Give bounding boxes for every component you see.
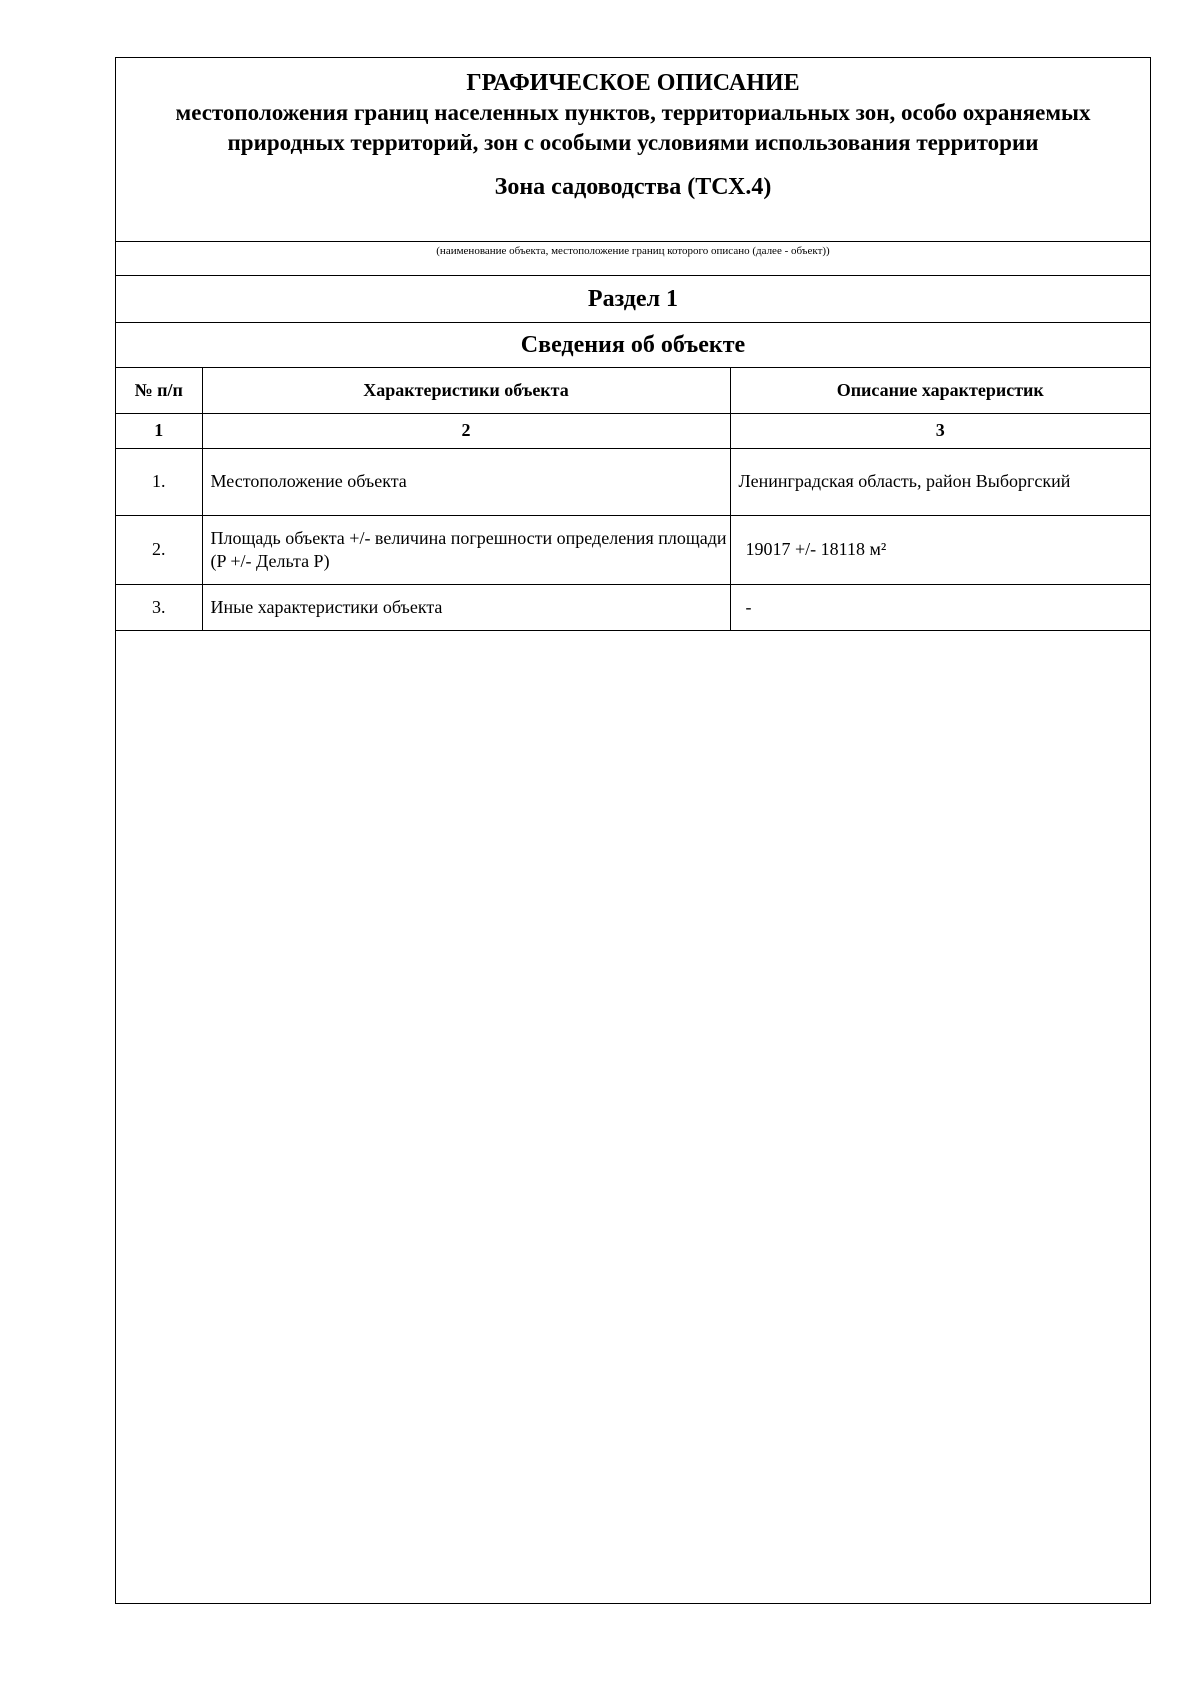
row-num: 1. [116, 448, 202, 515]
row-num: 2. [116, 515, 202, 584]
document-subtitle: местоположения границ населенных пунктов, территориальных зон, особо охраняемых природных территорий, зон с особыми условиями использования территории [175, 100, 1091, 155]
row-description: 19017 +/- 18118 м² [730, 515, 1150, 584]
column-number-2: 2 [202, 413, 730, 448]
row-characteristic: Местоположение объекта [202, 448, 730, 515]
table-header-row [116, 368, 1150, 413]
section-subtitle: Сведения об объекте [116, 323, 1150, 368]
table-row [116, 515, 1150, 584]
table-row [116, 448, 1150, 515]
header-description: Описание характеристик [730, 368, 1150, 413]
section-title: Раздел 1 [116, 276, 1150, 323]
row-num: 3. [116, 584, 202, 630]
column-number-1: 1 [116, 413, 202, 448]
object-info-table [116, 368, 1150, 631]
row-characteristic: Иные характеристики объекта [202, 584, 730, 630]
row-description: Ленинградская область, район Выборгский [730, 448, 1150, 515]
row-characteristic: Площадь объекта +/- величина погрешности определения площади (P +/- Дельта P) [202, 515, 730, 584]
header-num: № п/п [116, 368, 202, 413]
object-caption: (наименование объекта, местоположение границ которого описано (далее - объект)) [116, 242, 1150, 276]
object-name: Зона садоводства (ТСХ.4) [494, 174, 772, 200]
document-title: ГРАФИЧЕСКОЕ ОПИСАНИЕ [466, 70, 800, 96]
column-number-row [116, 413, 1150, 448]
row-description: - [730, 584, 1150, 630]
column-number-3: 3 [730, 413, 1150, 448]
header-characteristic: Характеристики объекта [202, 368, 730, 413]
table-row [116, 584, 1150, 630]
document-header [116, 58, 1150, 242]
document-frame [115, 57, 1151, 1604]
